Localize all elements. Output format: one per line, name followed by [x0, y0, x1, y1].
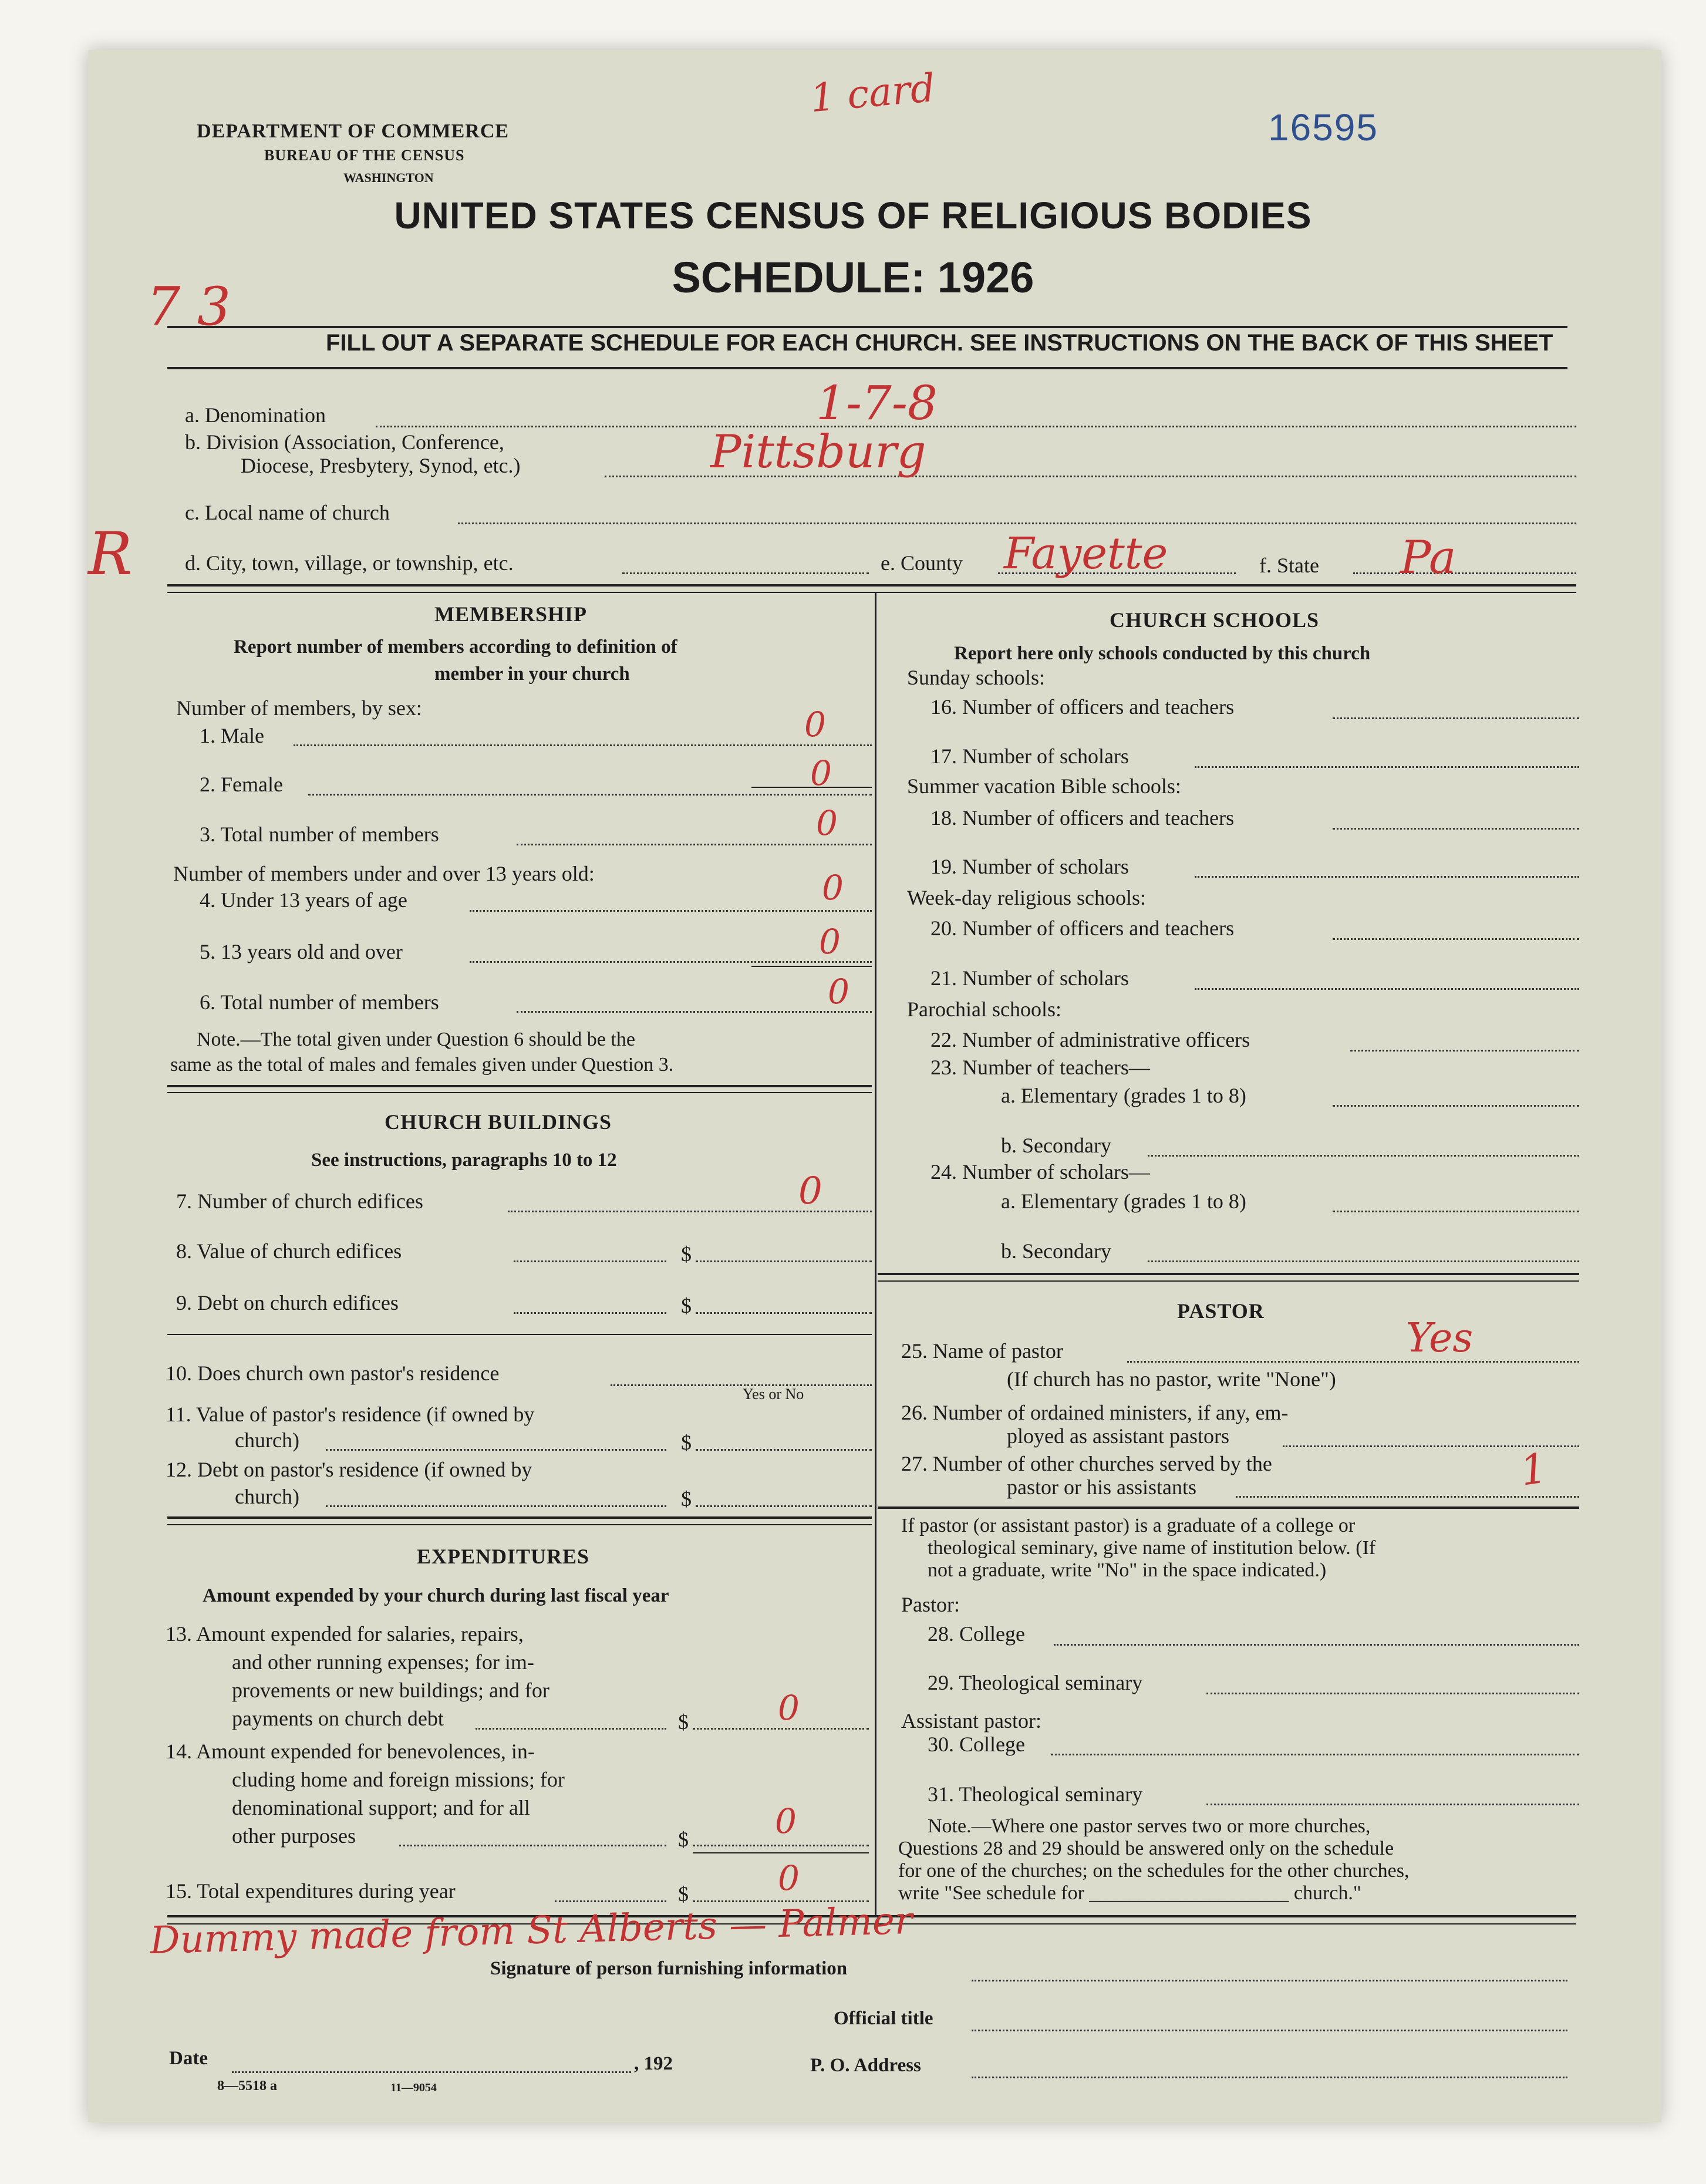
expenditures-heading: EXPENDITURES [417, 1545, 590, 1568]
official-title-field[interactable] [972, 2030, 1567, 2031]
q14-total-rule [693, 1852, 869, 1853]
print-number: 11—9054 [390, 2081, 437, 2094]
q16-label: 16. Number of officers and teachers [930, 695, 1235, 719]
q6-value: 0 [828, 972, 849, 1012]
membership-rule [167, 1085, 872, 1087]
q24b-field[interactable] [1148, 1260, 1579, 1262]
top-rule [167, 326, 1567, 328]
q14-label-2: cluding home and foreign missions; for [232, 1768, 565, 1791]
q13-dollar: $ [678, 1710, 689, 1734]
q23a-label: a. Elementary (grades 1 to 8) [1001, 1084, 1246, 1107]
q13-dots [476, 1728, 666, 1730]
membership-instruction: Report number of members according to definition of [234, 636, 677, 658]
handwritten-signature-note: Dummy made from St Alberts — Palmer [149, 1899, 913, 1963]
q29-label: 29. Theological seminary [928, 1671, 1143, 1694]
q24a-label: a. Elementary (grades 1 to 8) [1001, 1189, 1246, 1213]
q13-value: 0 [778, 1688, 800, 1728]
q4-field[interactable] [470, 910, 872, 912]
membership-instruction-cont: member in your church [434, 663, 630, 685]
denomination-label: a. Denomination [185, 403, 326, 427]
q6-label: 6. Total number of members [200, 990, 439, 1014]
signature-field[interactable] [972, 1980, 1567, 1981]
membership-rule-2 [167, 1092, 872, 1093]
q13-label-4: payments on church debt [232, 1707, 444, 1730]
q12-dollar: $ [681, 1487, 692, 1511]
q13-label: 13. Amount expended for salaries, repairs, [166, 1622, 524, 1646]
date-label: Date [169, 2048, 208, 2069]
q8-dollar: $ [681, 1242, 692, 1266]
po-address-label: P. O. Address [810, 2055, 921, 2076]
q2-label: 2. Female [200, 773, 283, 796]
buildings-bottom-rule [167, 1516, 872, 1519]
q20-label: 20. Number of officers and teachers [930, 916, 1235, 940]
q9-dots [514, 1312, 666, 1314]
q15-dots [555, 1900, 666, 1902]
q25-value: Yes [1406, 1315, 1474, 1361]
q14-dollar: $ [678, 1828, 689, 1851]
q8-dots [514, 1260, 666, 1262]
q12-dots [326, 1505, 666, 1507]
q12-field[interactable] [696, 1505, 872, 1507]
q29-field[interactable] [1206, 1693, 1579, 1694]
q10-field[interactable] [611, 1384, 872, 1386]
q26-label-cont: ployed as assistant pastors [1007, 1424, 1229, 1448]
q5-underline [751, 966, 872, 967]
q11-field[interactable] [696, 1449, 872, 1451]
q28-field[interactable] [1054, 1644, 1579, 1646]
membership-heading: MEMBERSHIP [434, 602, 588, 626]
q9-field[interactable] [696, 1312, 872, 1314]
section-rule-top [167, 584, 1576, 587]
q19-label: 19. Number of scholars [930, 855, 1129, 878]
weekday-schools-label: Week-day religious schools: [907, 886, 1147, 909]
section-rule-top-2 [167, 592, 1576, 593]
po-address-field[interactable] [972, 2077, 1567, 2078]
q7-label: 7. Number of church edifices [176, 1189, 423, 1213]
signature-label: Signature of person furnishing information [490, 1958, 848, 1979]
q24-label: 24. Number of scholars— [930, 1160, 1150, 1184]
q27-label: 27. Number of other churches served by the [901, 1452, 1272, 1475]
bureau-label: BUREAU OF THE CENSUS [264, 147, 465, 164]
pastor-rule [878, 1506, 1579, 1509]
q22-field[interactable] [1350, 1050, 1579, 1051]
county-label: e. County [881, 551, 963, 575]
q1-value: 0 [804, 705, 826, 744]
q13-field[interactable] [693, 1728, 869, 1730]
q17-label: 17. Number of scholars [930, 744, 1129, 768]
expenditures-instruction: Amount expended by your church during last fiscal year [203, 1585, 669, 1606]
q22-label: 22. Number of administrative officers [930, 1028, 1250, 1051]
q13-label-2: and other running expenses; for im- [232, 1650, 534, 1674]
denomination-value: 1-7-8 [816, 376, 938, 430]
q23b-label: b. Secondary [1001, 1134, 1111, 1157]
q3-value: 0 [816, 803, 838, 843]
instructions-banner: FILL OUT A SEPARATE SCHEDULE FOR EACH CHURCH. SEE INSTRUCTIONS ON THE BACK OF THIS SHEET [326, 330, 1553, 356]
q2-value: 0 [810, 753, 832, 793]
schools-rule-2 [878, 1280, 1579, 1282]
q4-value: 0 [822, 868, 844, 908]
q2-field[interactable] [308, 794, 872, 796]
q6-field[interactable] [517, 1011, 872, 1013]
q3-field[interactable] [517, 844, 872, 845]
banner-rule [167, 367, 1567, 369]
q25-field[interactable] [1127, 1361, 1579, 1363]
q14-label-4: other purposes [232, 1824, 356, 1848]
q12-label-cont: church) [235, 1485, 299, 1508]
division-value: Pittsburg [710, 426, 926, 478]
q31-label: 31. Theological seminary [928, 1782, 1143, 1806]
q8-label: 8. Value of church edifices [176, 1239, 402, 1263]
city-field[interactable] [622, 572, 869, 574]
q30-label: 30. College [928, 1733, 1025, 1756]
q14-field[interactable] [693, 1845, 869, 1846]
q14-label-3: denominational support; and for all [232, 1796, 530, 1819]
q13-label-3: provements or new buildings; and for [232, 1679, 549, 1702]
q5-value: 0 [819, 922, 841, 962]
sunday-schools-label: Sunday schools: [907, 666, 1046, 689]
q19-field[interactable] [1195, 876, 1579, 878]
q17-field[interactable] [1195, 766, 1579, 768]
local-name-field[interactable] [458, 523, 1576, 524]
graduate-instruction: If pastor (or assistant pastor) is a graduate of a college or [901, 1515, 1356, 1536]
membership-note: Note.—The total given under Question 6 should be the [197, 1029, 635, 1050]
margin-number: 7 3 [147, 276, 231, 338]
buildings-heading: CHURCH BUILDINGS [385, 1110, 612, 1134]
buildings-rule [167, 1334, 872, 1335]
q26-label: 26. Number of ordained ministers, if any, em- [901, 1401, 1289, 1424]
q11-dots [326, 1449, 666, 1451]
members-by-sex-label: Number of members, by sex: [176, 696, 422, 720]
denomination-field[interactable] [376, 426, 1576, 427]
schools-rule [878, 1273, 1579, 1275]
pastor-subheading: Pastor: [901, 1593, 960, 1616]
q25-label: 25. Name of pastor [901, 1339, 1063, 1363]
summer-schools-label: Summer vacation Bible schools: [907, 774, 1181, 798]
form-number: 8—5518 a [217, 2078, 277, 2094]
q14-value: 0 [775, 1801, 797, 1841]
q9-dollar: $ [681, 1294, 692, 1317]
q11-label: 11. Value of pastor's residence (if owned by [166, 1403, 535, 1426]
graduate-instruction-3: not a graduate, write "No" in the space indicated.) [928, 1559, 1327, 1581]
division-label: b. Division (Association, Conference, [185, 430, 504, 454]
q21-field[interactable] [1195, 988, 1579, 990]
state-label: f. State [1259, 554, 1319, 577]
q1-label: 1. Male [200, 724, 264, 747]
state-field[interactable] [1353, 572, 1576, 574]
yes-no-hint: Yes or No [743, 1386, 804, 1403]
date-field[interactable] [232, 2071, 631, 2073]
pastor-note: Note.—Where one pastor serves two or more churches, [928, 1815, 1371, 1837]
q23b-field[interactable] [1148, 1155, 1579, 1157]
q11-dollar: $ [681, 1431, 692, 1454]
q15-value: 0 [778, 1858, 800, 1898]
pastor-note-3: for one of the churches; on the schedules for the other churches, [898, 1860, 1410, 1882]
q30-field[interactable] [1051, 1754, 1579, 1755]
q15-dollar: $ [678, 1882, 689, 1906]
city-label: WASHINGTON [343, 170, 434, 185]
pastor-note-4: write "See schedule for ____________________ church." [898, 1882, 1361, 1904]
parochial-schools-label: Parochial schools: [907, 997, 1061, 1021]
q14-dots [399, 1845, 666, 1846]
q25-note: (If church has no pastor, write "None") [1007, 1367, 1336, 1391]
q21-label: 21. Number of scholars [930, 966, 1129, 990]
official-title-label: Official title [834, 2008, 933, 2029]
buildings-bottom-rule-2 [167, 1524, 872, 1525]
date-year-suffix: , 192 [634, 2053, 673, 2074]
q31-field[interactable] [1206, 1804, 1579, 1805]
q15-label: 15. Total expenditures during year [166, 1879, 456, 1903]
membership-note-cont: same as the total of males and females given under Question 3. [170, 1054, 674, 1076]
card-annotation: 1 card [808, 65, 938, 122]
q12-label: 12. Debt on pastor's residence (if owned by [166, 1458, 532, 1481]
local-name-label: c. Local name of church [185, 501, 390, 524]
q27-label-cont: pastor or his assistants [1007, 1475, 1196, 1499]
schools-instruction: Report here only schools conducted by this church [954, 643, 1371, 664]
state-value: Pa [1400, 531, 1456, 584]
q23-label: 23. Number of teachers— [930, 1056, 1150, 1079]
q5-label: 5. 13 years old and over [200, 940, 403, 963]
q24a-field[interactable] [1333, 1211, 1579, 1212]
q23a-field[interactable] [1333, 1105, 1579, 1107]
serial-number: 16595 [1268, 106, 1378, 149]
county-value: Fayette [1004, 528, 1168, 579]
column-divider [875, 593, 876, 1917]
q9-label: 9. Debt on church edifices [176, 1291, 399, 1315]
city-label: d. City, town, village, or township, etc. [185, 551, 514, 575]
assistant-pastor-subheading: Assistant pastor: [901, 1709, 1041, 1733]
schedule-title: SCHEDULE: 1926 [672, 253, 1034, 302]
form-title: UNITED STATES CENSUS OF RELIGIOUS BODIES [394, 194, 1312, 237]
department-label: DEPARTMENT OF COMMERCE [197, 120, 510, 142]
q27-value: 1 [1517, 1444, 1550, 1495]
q16-field[interactable] [1333, 717, 1579, 719]
q11-label-cont: church) [235, 1428, 299, 1452]
q7-value: 0 [798, 1169, 822, 1213]
q28-label: 28. College [928, 1622, 1025, 1646]
q5-field[interactable] [470, 961, 872, 963]
q24b-label: b. Secondary [1001, 1239, 1111, 1263]
q1-field[interactable] [294, 744, 872, 746]
q8-field[interactable] [696, 1260, 872, 1262]
q3-label: 3. Total number of members [200, 823, 439, 846]
division-label-cont: Diocese, Presbytery, Synod, etc.) [241, 454, 521, 477]
q14-label: 14. Amount expended for benevolences, in- [166, 1740, 535, 1763]
pastor-note-2: Questions 28 and 29 should be answered only on the schedule [898, 1838, 1394, 1859]
graduate-instruction-2: theological seminary, give name of institution below. (If [928, 1537, 1376, 1559]
q10-label: 10. Does church own pastor's residence [166, 1361, 500, 1385]
q4-label: 4. Under 13 years of age [200, 888, 407, 912]
q20-field[interactable] [1333, 938, 1579, 940]
pastor-heading: PASTOR [1177, 1299, 1265, 1323]
q18-field[interactable] [1333, 828, 1579, 830]
margin-letter: R [88, 520, 133, 588]
schools-heading: CHURCH SCHOOLS [1110, 608, 1320, 632]
buildings-instruction: See instructions, paragraphs 10 to 12 [311, 1150, 617, 1171]
q27-field[interactable] [1236, 1496, 1579, 1498]
members-by-age-label: Number of members under and over 13 years old: [173, 862, 595, 885]
q18-label: 18. Number of officers and teachers [930, 806, 1235, 830]
